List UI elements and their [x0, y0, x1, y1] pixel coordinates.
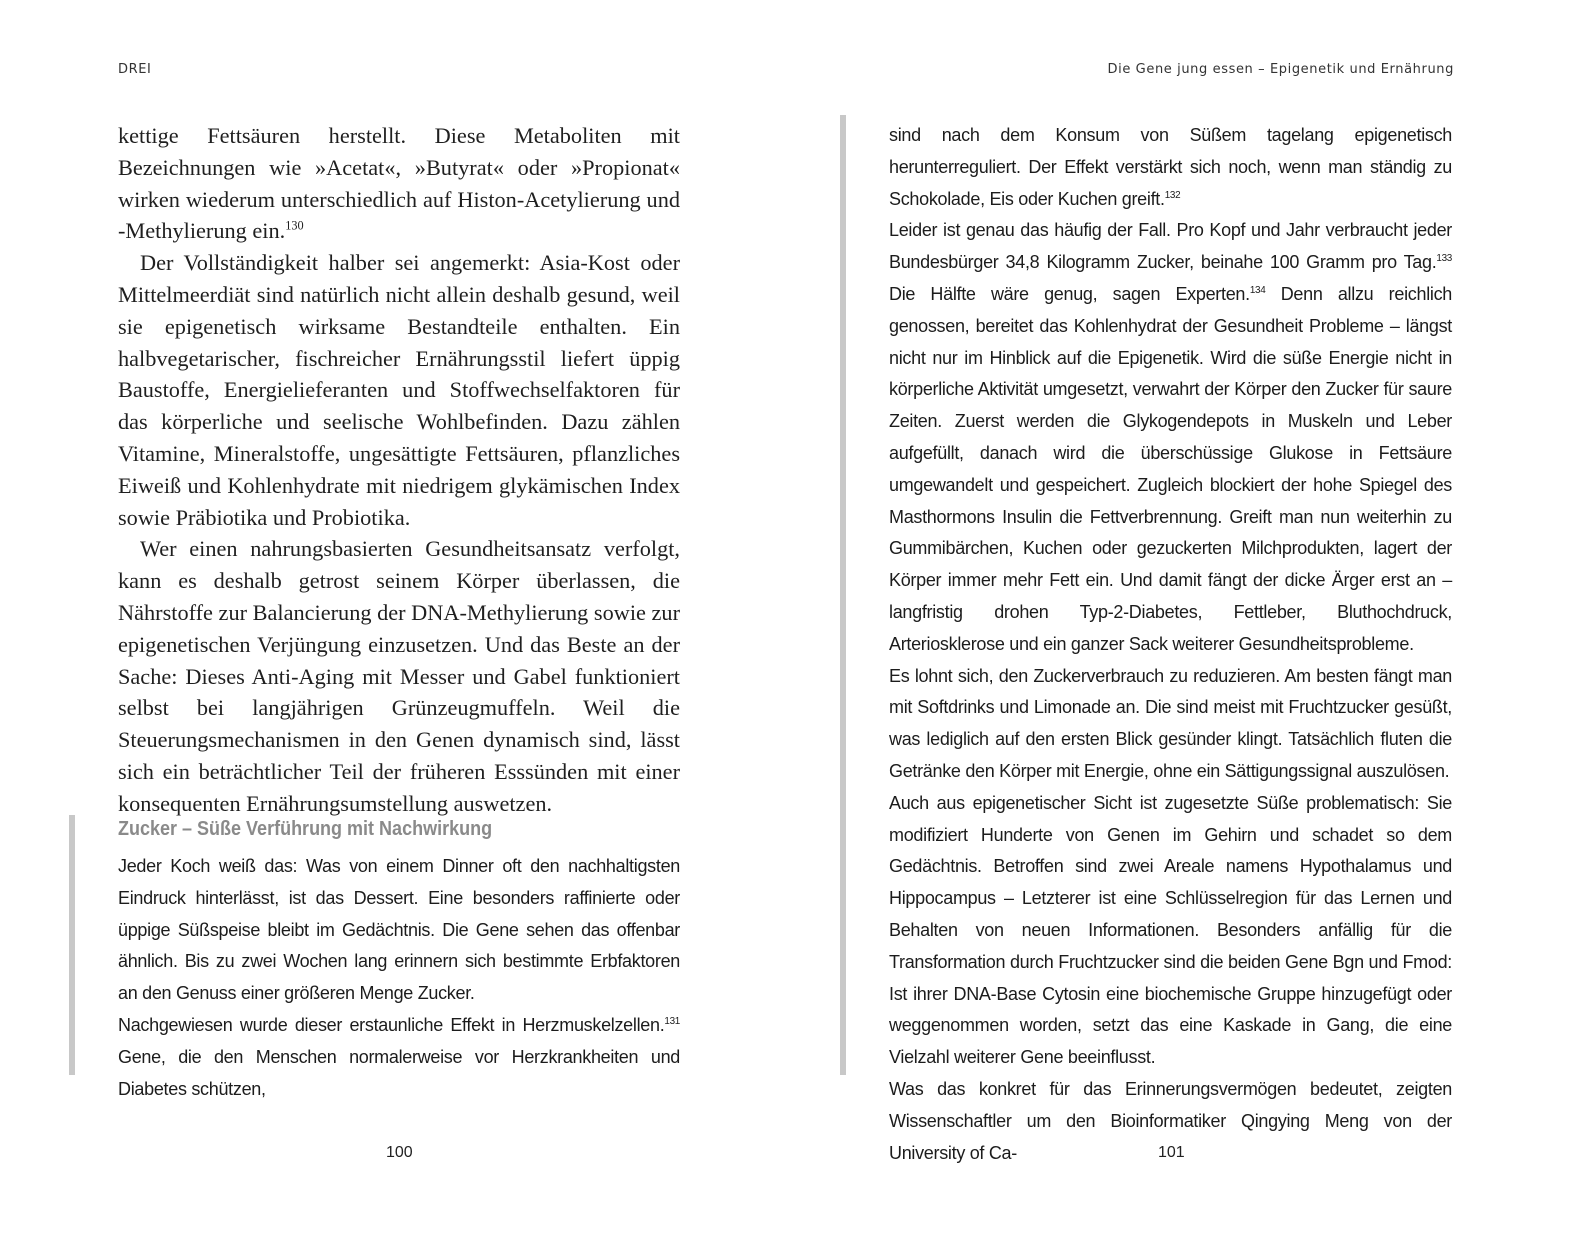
right-page — [797, 0, 1594, 1240]
box-paragraph-7: Was das konkret für das Erinnerungsvermögen bedeutet, zeigten Wissenschaftler um den Bioinformatiker Qingying Meng von der University of Ca- — [889, 1078, 1452, 1163]
footnote-ref-133: 133 — [1436, 253, 1452, 265]
box-heading: Zucker – Süße Verführung mit Nachwirkung — [118, 818, 493, 840]
box-paragraph-2 — [118, 1010, 680, 1105]
paragraph-3: Wer einen nahrungsbasierten Gesundheitsansatz verfolgt, kann es deshalb getrost seinem Körper überlassen, die Nährstoffe zur Balancierung der DNA-Methylierung sowie zur epigenetischen Verjüngung einzusetzen. Und das Beste an der Sache: Dieses Anti-Aging mit Messer und Gabel funktioniert selbst bei langjährigen Grünzeugmuffeln. Weil die Steuerungsmechanismen in den Genen dynamisch sind, lässt sich ein beträchtlicher Teil der früheren Esssünden mit einer konsequenten Ernährungsumstellung auswetzen. — [118, 536, 680, 816]
footnote-ref-134: 134 — [1249, 284, 1266, 296]
box-paragraph-5: Es lohnt sich, den Zuckerverbrauch zu reduzieren. Am besten fängt man mit Softdrinks und Limonade an. Die sind meist mit Fruchtzucker gesüßt, was lediglich auf den ersten Blick gesünder klingt. Tatsächlich fluten die Getränke den Körper mit Energie, ohne ein Sättigungssignal auszulösen. — [889, 665, 1452, 781]
box-paragraph-4-text-a: Leider ist genau das häufig der Fall. Pro Kopf und Jahr verbraucht jeder Bundesbürger 34,8 Kilogramm Zucker, beinahe 100 Gramm pro Tag. — [889, 220, 1452, 273]
sidebar-rule-left — [69, 815, 75, 1075]
box-text-left — [118, 851, 680, 1105]
paragraph-1-text: kettige Fettsäuren herstellt. Diese Metaboliten mit Bezeichnungen wie »Acetat«, »Butyrat« oder »Propionat« wirken wiederum unterschiedlich auf Histon-Acetylierung und -Methylierung ein. — [118, 123, 680, 244]
paragraph-1 — [118, 120, 680, 247]
box-paragraph-6: Auch aus epigenetischer Sicht ist zugesetzte Süße problematisch: Sie modifiziert Hunderte von Genen im Gehirn und schadet so dem Gedächtnis. Betroffen sind zwei Areale namens Hypothalamus und Hippocampus – Letzterer ist eine Schlüsselregion für das Lernen und Behalten von neuen Informationen. Besonders anfällig für die Transformation durch Fruchtzucker sind die beiden Gene Bgn und Fmod: Ist ihrer DNA-Base Cytosin eine biochemische Gruppe hinzugefügt oder weggenommen worden, setzt das eine Kaskade in Gang, die eine Vielzahl weiterer Gene beeinflusst. — [889, 792, 1452, 1068]
box-paragraph-2-text-b: Gene, die den Menschen normalerweise vor Herzkrankheiten und Diabetes schützen, — [118, 1046, 680, 1099]
box-paragraph-4-text-b: Die Hälfte wäre genug, sagen Experten. — [889, 283, 1250, 304]
box-paragraph-4-text-c: Denn allzu reichlich genossen, bereitet das Kohlenhydrat der Gesundheit Probleme – längst nicht nur im Hinblick auf die Epigenetik. Wird die süße Energie nicht in körperliche Aktivität umgesetzt, verwahrt der Körper den Zucker für saure Zeiten. Zuerst werden die Glykogendepots in Muskeln und Leber aufgefüllt, danach wird die überschüssige Glukose in Fettsäure umgewandelt und gespeichert. Zugleich blockiert der hohe Spiegel des Masthormons Insulin die Fettverbrennung. Greift man nun weiterhin zu Gummibärchen, Kuchen oder gezuckerten Milchprodukten, lagert der Körper immer mehr Fett ein. Und damit fängt der dicke Ärger erst an – langfristig drohen Typ-2-Diabetes, Fettleber, Bluthochdruck, Arteriosklerose und ein ganzer Sack weiterer Gesundheitsprobleme. — [889, 283, 1453, 654]
box-paragraph-1: Jeder Koch weiß das: Was von einem Dinner oft den nachhaltigsten Eindruck hinterlässt, ist das Dessert. Eine besonders raffinierte oder üppige Süßspeise bleibt im Gedächtnis. Die Gene sehen das offenbar ähnlich. Bis zu zwei Wochen lang erinnern sich bestimmte Erbfaktoren an den Genuss einer größeren Menge Zucker. — [118, 856, 680, 1004]
paragraph-2: Der Vollständigkeit halber sei angemerkt: Asia-Kost oder Mittelmeerdiät sind natürlich nicht allein deshalb gesund, weil sie epigenetisch wirksame Bestandteile enthalten. Ein halbvegetarischer, fischreicher Ernährungsstil liefert üppig Baustoffe, Energielieferanten und Stoffwechselfaktoren für das körperliche und seelische Wohlbefinden. Dazu zählen Vitamine, Mineralstoffe, ungesättigte Fettsäuren, pflanzliches Eiweiß und Kohlenhydrate mit niedrigem glykämischen Index sowie Präbiotika und Probiotika. — [118, 250, 680, 530]
running-head-left: DREI — [118, 62, 152, 77]
footnote-ref-131: 131 — [664, 1015, 680, 1027]
running-head-right: Die Gene jung essen – Epigenetik und Ernährung — [1107, 62, 1454, 77]
main-text-left — [118, 120, 680, 820]
box-paragraph-3 — [889, 120, 1452, 215]
box-paragraph-3-text: sind nach dem Konsum von Süßem tagelang epigenetisch herunterreguliert. Der Effekt verstärkt sich noch, wenn man ständig zu Schokolade, Eis oder Kuchen greift. — [889, 125, 1452, 209]
box-paragraph-2-text-a: Nachgewiesen wurde dieser erstaunliche Effekt in Herzmuskelzellen. — [118, 1014, 665, 1035]
footnote-ref-132: 132 — [1164, 189, 1181, 201]
page-number-right: 101 — [1158, 1144, 1185, 1161]
box-paragraph-4 — [889, 215, 1452, 660]
page-number-left: 100 — [386, 1144, 413, 1161]
box-text-right — [889, 120, 1452, 1169]
sidebar-rule-right — [840, 115, 846, 1075]
footnote-ref-130: 130 — [285, 218, 304, 233]
